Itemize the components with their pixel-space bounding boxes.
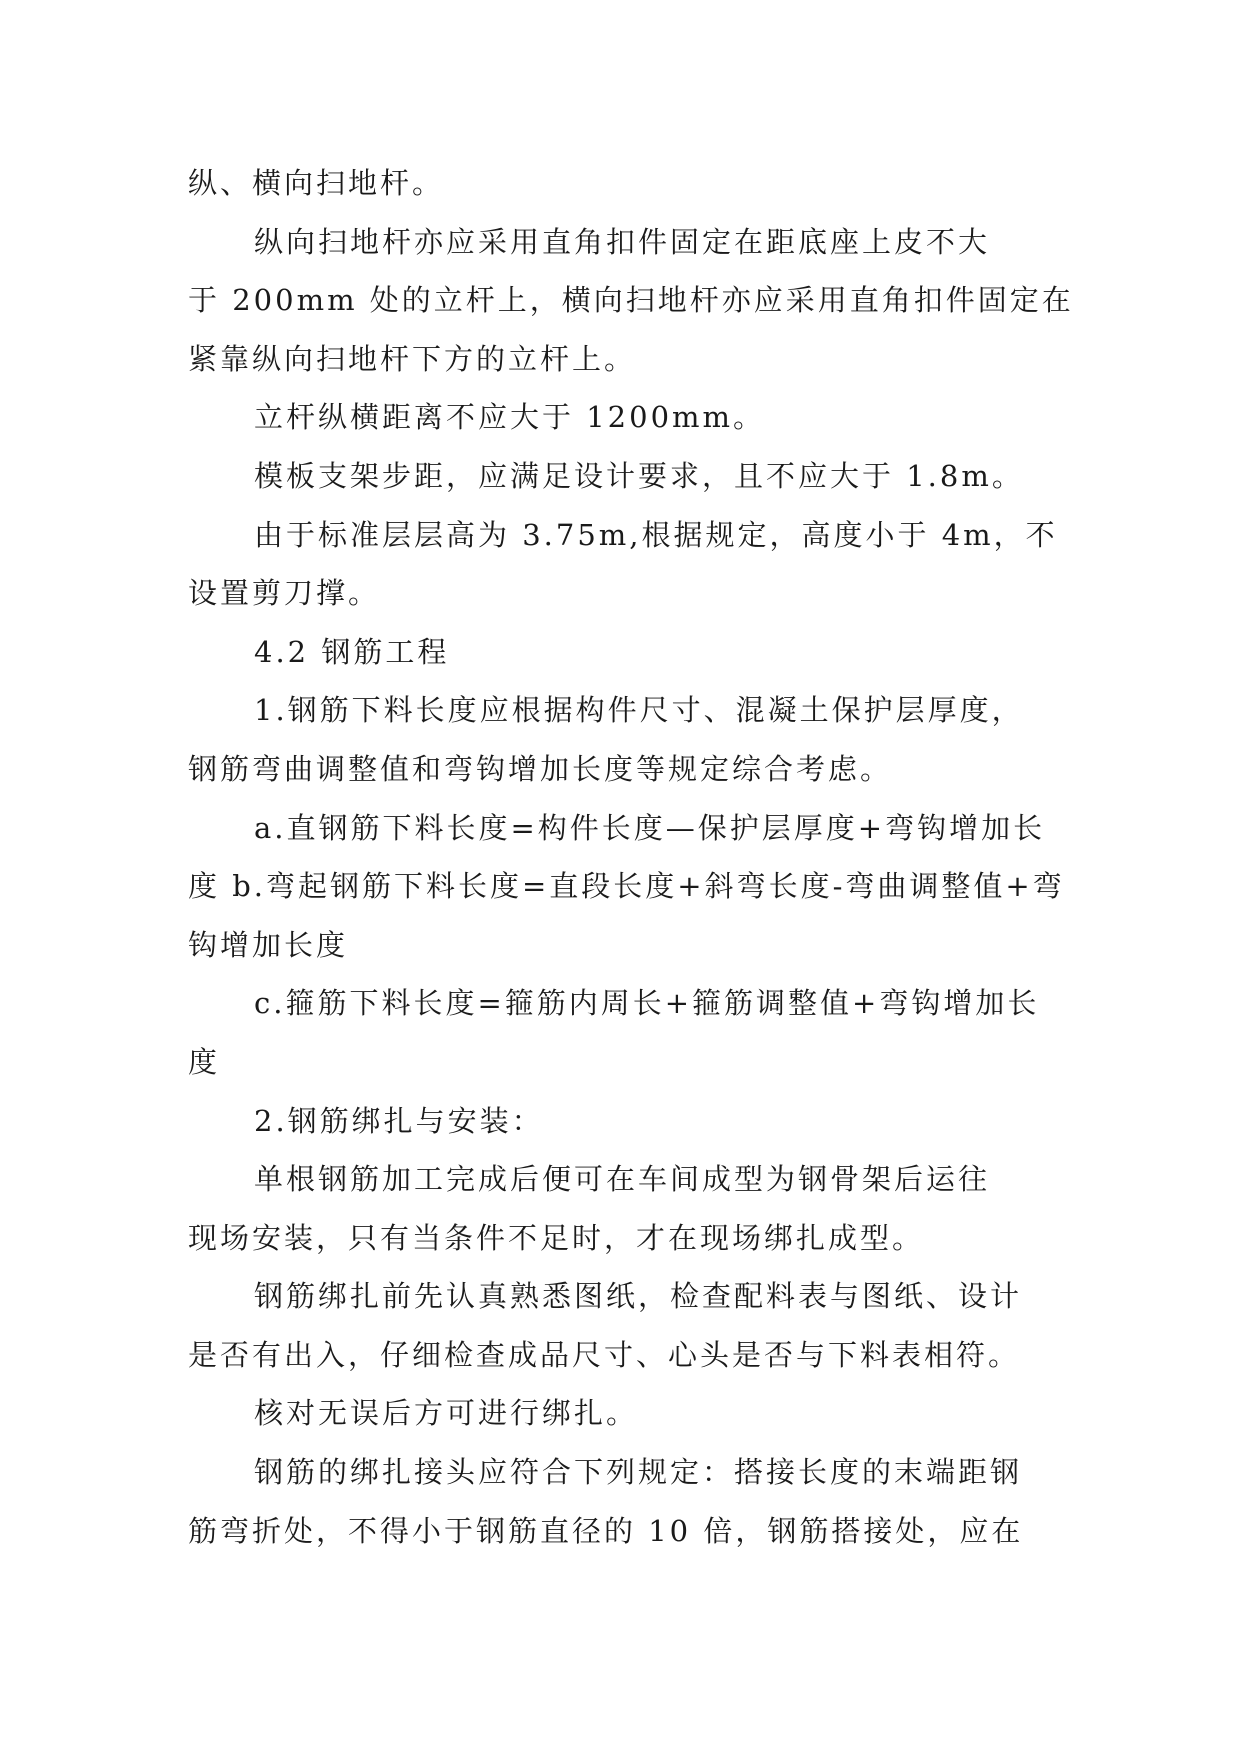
document-body	[188, 154, 1074, 1560]
text-line: 钩增加长度	[188, 927, 349, 962]
text-line: 模板支架步距，应满足设计要求，且不应大于 1.8m。	[254, 458, 1024, 493]
text-line: 现场安装，只有当条件不足时，才在现场绑扎成型。	[188, 1220, 925, 1255]
text-line: 核对无误后方可进行绑扎。	[254, 1396, 639, 1431]
text-line: 纵向扫地杆亦应采用直角扣件固定在距底座上皮不大	[254, 224, 991, 259]
text-line: 设置剪刀撑。	[188, 576, 381, 611]
text-line: 单根钢筋加工完成后便可在车间成型为钢骨架后运往	[254, 1162, 991, 1197]
text-line: 立杆纵横距离不应大于 1200mm。	[254, 400, 766, 435]
text-line: 度 b.弯起钢筋下料长度=直段长度+斜弯长度-弯曲调整值+弯	[188, 869, 1065, 904]
text-line: 于 200mm 处的立杆上，横向扫地杆亦应采用直角扣件固定在	[188, 283, 1074, 318]
text-line: 钢筋绑扎前先认真熟悉图纸，检查配料表与图纸、设计	[254, 1279, 1023, 1314]
text-line: 度	[188, 1044, 221, 1079]
text-line: 4.2 钢筋工程	[254, 634, 450, 669]
text-line: 1.钢筋下料长度应根据构件尺寸、混凝土保护层厚度，	[254, 693, 1024, 728]
text-line: 紧靠纵向扫地杆下方的立杆上。	[188, 341, 637, 376]
text-line: 钢筋弯曲调整值和弯钩增加长度等规定综合考虑。	[188, 751, 893, 786]
text-line: c.箍筋下料长度=箍筋内周长+箍筋调整值+弯钩增加长	[254, 986, 1040, 1021]
text-line: 纵、横向扫地杆。	[188, 166, 445, 200]
text-line: 2.钢筋绑扎与安装：	[254, 1103, 544, 1138]
text-line: 是否有出入，仔细检查成品尺寸、心头是否与下料表相符。	[188, 1337, 1021, 1372]
text-line: a.直钢筋下料长度=构件长度—保护层厚度+弯钩增加长	[254, 810, 1046, 845]
text-line: 筋弯折处，不得小于钢筋直径的 10 倍，钢筋搭接处，应在	[188, 1513, 1024, 1548]
text-line: 钢筋的绑扎接头应符合下列规定：搭接长度的末端距钢	[254, 1455, 1023, 1490]
text-line: 由于标准层层高为 3.75m,根据规定，高度小于 4m，不	[254, 517, 1058, 552]
